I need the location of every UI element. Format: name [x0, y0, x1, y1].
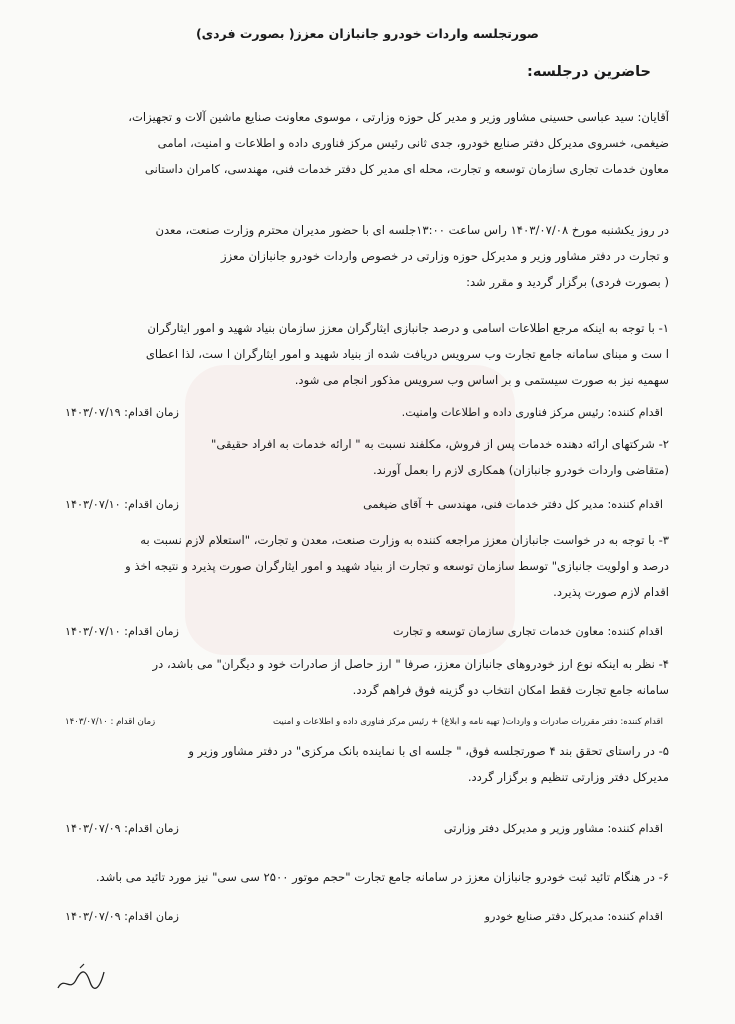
item-line: (متقاضی واردات خودرو جانبازان) همکاری لازم را بعمل آورند.	[372, 463, 669, 477]
item-line: سامانه جامع تجارت فقط امکان انتخاب دو گزینه فوق فراهم گردد.	[352, 683, 669, 697]
action-time: زمان اقدام: ۱۴۰۳/۰۷/۰۹	[65, 822, 179, 835]
intro-line: ( بصورت فردی) برگزار گردید و مقرر شد:	[466, 275, 669, 289]
item-3-action-row	[65, 621, 663, 643]
resolution-item-1	[65, 315, 669, 393]
action-time: زمان اقدام: ۱۴۰۳/۰۷/۱۰	[65, 625, 179, 638]
resolution-item-3	[65, 527, 669, 605]
item-line: سهمیه نیز به صورت سیستمی و بر اساس وب سرویس مذکور انجام می شود.	[294, 373, 669, 387]
item-6-action-row	[65, 906, 663, 928]
action-by: اقدام کننده: رئیس مرکز فناوری داده و اطلاعات وامنیت.	[401, 406, 663, 419]
item-5-action-row	[65, 818, 663, 840]
item-line: ا ست و مبنای سامانه جامع تجارت وب سرویس دریافت شده از بنیاد شهید و امور ایثارگران ا ست، لذا اعطای	[145, 347, 669, 361]
item-line: ۴- نظر به اینکه نوع ارز خودروهای جانبازان معزز، صرفا " ارز حاصل از صادرات خود و دیگران" می باشد، در	[152, 657, 669, 671]
item-line: ۵- در راستای تحقق بند ۴ صورتجلسه فوق، " جلسه ای با نماینده بانک مرکزی" در دفتر مشاور وزیر و	[188, 744, 669, 758]
item-line: ۶- در هنگام تائید ثبت خودرو جانبازان معزز در سامانه جامع تجارت "حجم موتور ۲۵۰۰ سی سی" نیز مورد تائید می باشد.	[95, 870, 669, 884]
action-by: اقدام کننده: مدیر کل دفتر خدمات فنی، مهندسی + آقای ضیغمی	[363, 498, 663, 511]
intro-line: و تجارت در دفتر مشاور وزیر و مدیرکل حوزه وزارتی در خصوص واردات خودرو جانبازان معزز	[221, 249, 669, 263]
resolution-item-4	[65, 651, 669, 703]
item-2-action-row	[65, 494, 663, 516]
attendees-line: ضیغمی، خسروی مدیرکل دفتر صنایع خودرو، جدی ثانی رئیس مرکز فناوری داده و اطلاعات و امنیت، امامی	[157, 136, 669, 150]
attendees-line: آقایان: سید عباسی حسینی مشاور وزیر و مدیر کل حوزه وزارتی ، موسوی معاونت صنایع ماشین آلات و تجهیزات،	[128, 110, 669, 124]
item-4-action-row	[65, 711, 663, 733]
action-by: اقدام کننده: معاون خدمات تجاری سازمان توسعه و تجارت	[393, 625, 663, 638]
item-line: درصد و اولویت جانبازی" توسط سازمان توسعه و تجارت از بنیاد شهید و امور ایثارگران صورت پذیرد و نتیجه اخذ و	[125, 559, 669, 573]
action-by: اقدام کننده: دفتر مقررات صادرات و واردات( تهیه نامه و ابلاغ) + رئیس مرکز فناوری داده و اطلاعات و امنیت	[272, 717, 663, 727]
action-time: زمان اقدام: ۱۴۰۳/۰۷/۰۹	[65, 910, 179, 923]
item-line: ۱- با توجه به اینکه مرجع اطلاعات اسامی و درصد جانبازی ایثارگران معزز سازمان بنیاد شهید و امور ایثارگران	[147, 321, 669, 335]
resolution-item-2	[65, 431, 669, 483]
attendees-paragraph	[65, 104, 669, 182]
intro-paragraph	[65, 217, 669, 295]
signature-mark	[50, 958, 110, 998]
item-line: مدیرکل دفتر وزارتی تنظیم و برگزار گردد.	[467, 770, 669, 784]
attendees-heading: حاضرین درجلسه:	[527, 64, 651, 80]
resolution-item-6	[65, 864, 669, 890]
intro-line: در روز یکشنبه مورخ ۱۴۰۳/۰۷/۰۸ راس ساعت ۱۳:۰۰جلسه ای با حضور مدیران محترم وزارت صنعت، معدن	[155, 223, 669, 237]
item-line: ۳- با توجه به در خواست جانبازان معزز مراجعه کننده به وزارت صنعت، معدن و تجارت، "استعلام لازم نسبت به	[140, 533, 669, 547]
action-time: زمان اقدام : ۱۴۰۳/۰۷/۱۰	[65, 717, 156, 727]
item-line: ۲- شرکتهای ارائه دهنده خدمات پس از فروش، مکلفند نسبت به " ارائه خدمات به افراد حقیقی"	[211, 437, 669, 451]
resolution-item-5	[65, 738, 669, 790]
action-time: زمان اقدام: ۱۴۰۳/۰۷/۱۰	[65, 498, 179, 511]
item-1-action-row	[65, 402, 663, 424]
attendees-line: معاون خدمات تجاری سازمان توسعه و تجارت، محله ای مدیر کل دفتر خدمات فنی، مهندسی، کامران داستانی	[144, 162, 669, 176]
item-line: اقدام لازم صورت پذیرد.	[553, 585, 669, 599]
action-by: اقدام کننده: مدیرکل دفتر صنایع خودرو	[484, 910, 663, 923]
action-time: زمان اقدام: ۱۴۰۳/۰۷/۱۹	[65, 406, 179, 419]
document-title: صورتجلسه واردات خودرو جانبازان معزز( بصورت فردی)	[195, 26, 540, 41]
action-by: اقدام کننده: مشاور وزیر و مدیرکل دفتر وزارتی	[443, 822, 663, 835]
